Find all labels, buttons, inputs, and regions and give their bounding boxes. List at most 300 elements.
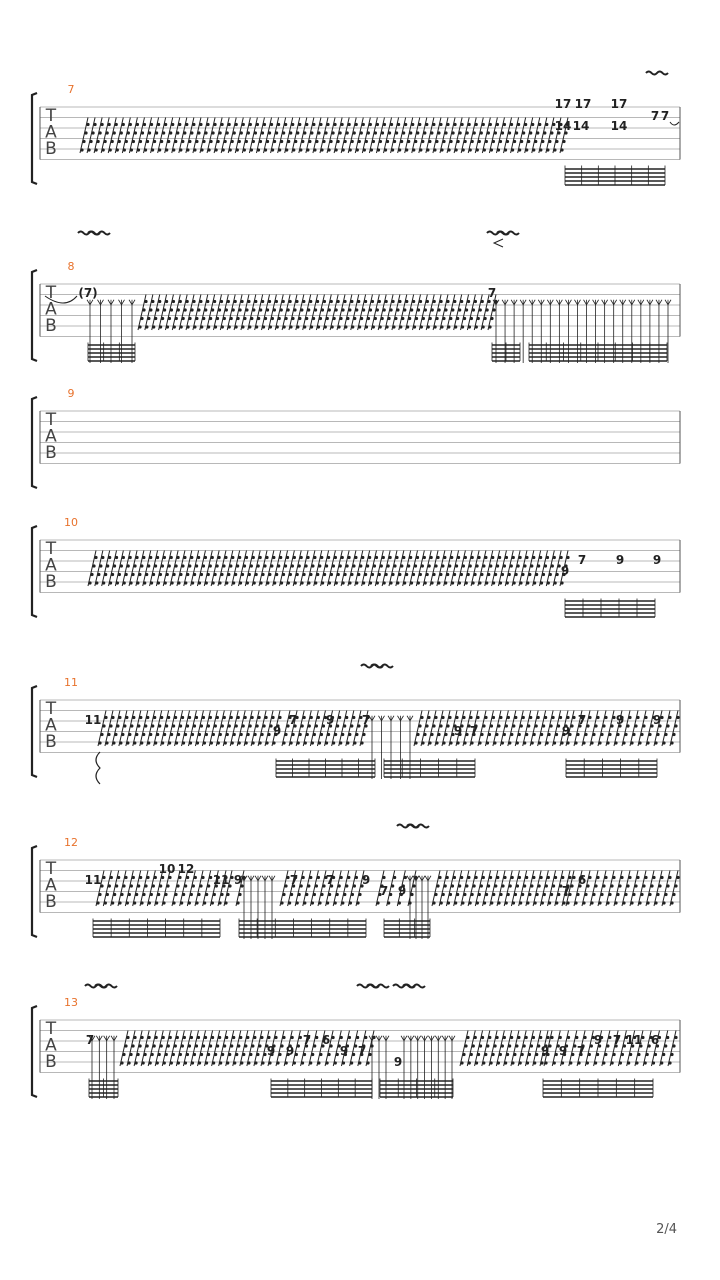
note-dot [251, 716, 254, 719]
note-slash [432, 871, 440, 907]
note-dot [104, 716, 107, 719]
note-dot [133, 741, 136, 744]
note-dot [144, 1053, 147, 1056]
note-dot [426, 573, 429, 576]
note-slash [125, 871, 133, 907]
tab-clef [45, 859, 57, 912]
note-dot [216, 1044, 219, 1047]
note-dot [478, 893, 481, 896]
note-slash [590, 871, 598, 907]
note-dot [483, 901, 486, 904]
note-dot [346, 741, 349, 744]
note-dot [635, 1061, 638, 1064]
note-dot [131, 573, 134, 576]
note-dot [346, 564, 349, 567]
note-dot [240, 131, 243, 134]
note-slash [482, 118, 490, 154]
note-dot [216, 564, 219, 567]
note-dot [288, 901, 291, 904]
note-dot [440, 148, 443, 151]
note-dot [644, 876, 647, 879]
note-dot [492, 140, 495, 143]
note-dot [499, 581, 502, 584]
note-dot [412, 300, 415, 303]
note-dot [205, 733, 208, 736]
note-dot [301, 724, 304, 727]
note-dot [507, 893, 510, 896]
note-dot [167, 140, 170, 143]
note-dot [423, 556, 426, 559]
note-dot [231, 556, 234, 559]
note-dot [271, 716, 274, 719]
note-dot [175, 741, 178, 744]
note-dot [442, 741, 445, 744]
note-dot [464, 140, 467, 143]
note-dot [449, 140, 452, 143]
note-dot [489, 876, 492, 879]
note-dot [366, 564, 369, 567]
note-slash [474, 295, 482, 331]
note-dot [487, 131, 490, 134]
note-dot [175, 317, 178, 320]
note-dot [289, 300, 292, 303]
note-dot [433, 325, 436, 328]
note-dot [553, 556, 556, 559]
note-dot [590, 1044, 593, 1047]
note-dot [448, 564, 451, 567]
note-slash [475, 1031, 483, 1067]
note-dot [259, 581, 262, 584]
note-dot [497, 148, 500, 151]
note-dot [506, 581, 509, 584]
note-dot [128, 733, 131, 736]
note-dot [296, 325, 299, 328]
note-dot [525, 148, 528, 151]
note-slash [172, 295, 180, 331]
note-slash [249, 118, 257, 154]
note-dot [441, 716, 444, 719]
note-dot [444, 884, 447, 887]
note-dot [662, 901, 665, 904]
note-dot [125, 716, 128, 719]
note-dot [139, 716, 142, 719]
note-dot [493, 1044, 496, 1047]
note-slash [152, 295, 160, 331]
note-dot [504, 148, 507, 151]
note-dot [268, 131, 271, 134]
note-dot [327, 1053, 330, 1056]
note-dot [198, 1061, 201, 1064]
note-dot [195, 716, 198, 719]
note-slash [485, 711, 493, 747]
note-dot [269, 325, 272, 328]
note-dot [120, 564, 123, 567]
note-dot [463, 893, 466, 896]
fret-number: 9 [361, 873, 371, 887]
note-slash [296, 295, 304, 331]
note-dot [377, 148, 380, 151]
note-dot [577, 1061, 580, 1064]
note-dot [320, 733, 323, 736]
note-dot [233, 1061, 236, 1064]
note-dot [482, 1061, 485, 1064]
note-dot [216, 716, 219, 719]
note-dot [300, 884, 303, 887]
note-dot [188, 1044, 191, 1047]
note-dot [476, 901, 479, 904]
note-dot [462, 716, 465, 719]
note-dot [417, 581, 420, 584]
note-dot [461, 123, 464, 126]
note-slash [195, 711, 203, 747]
note-dot [483, 148, 486, 151]
note-dot [252, 140, 255, 143]
note-dot [431, 308, 434, 311]
note-dot [252, 308, 255, 311]
fret-number: 17 [574, 97, 592, 111]
note-dot [574, 741, 577, 744]
note-dot [315, 724, 318, 727]
note-dot [303, 131, 306, 134]
note-dot [309, 573, 312, 576]
note-dot [442, 140, 445, 143]
note-slash [307, 551, 315, 587]
note-dot [575, 1036, 578, 1039]
note-dot [465, 581, 468, 584]
note-dot [376, 123, 379, 126]
note-dot [510, 1036, 513, 1039]
note-slash [490, 871, 498, 907]
note-dot [238, 893, 241, 896]
note-dot [422, 317, 425, 320]
note-dot [344, 573, 347, 576]
note-dot [529, 716, 532, 719]
note-dot [379, 325, 382, 328]
note-dot [158, 148, 161, 151]
note-dot [312, 317, 315, 320]
note-dot [364, 1036, 367, 1039]
note-dot [86, 123, 89, 126]
note-dot [549, 724, 552, 727]
note-dot [205, 1061, 208, 1064]
note-slash [234, 295, 242, 331]
note-dot [388, 131, 391, 134]
note-dot [143, 581, 146, 584]
note-dot [467, 573, 470, 576]
note-slash [606, 711, 614, 747]
note-slash [223, 711, 231, 747]
note-slash [143, 551, 151, 587]
note-dot [254, 300, 257, 303]
note-dot [303, 1053, 306, 1056]
note-dot [256, 123, 259, 126]
note-slash [230, 711, 238, 747]
note-dot [188, 140, 191, 143]
note-dot [354, 556, 357, 559]
note-dot [182, 317, 185, 320]
note-dot [521, 893, 524, 896]
note-dot [534, 901, 537, 904]
note-dot [163, 308, 166, 311]
note-dot [333, 317, 336, 320]
note-dot [219, 733, 222, 736]
note-dot [186, 300, 189, 303]
note-dot [387, 901, 390, 904]
note-dot [301, 1061, 304, 1064]
note-dot [202, 1044, 205, 1047]
note-dot [460, 300, 463, 303]
note-dot [163, 1061, 166, 1064]
note-slash [155, 1031, 163, 1067]
note-dot [551, 716, 554, 719]
note-dot [381, 131, 384, 134]
note-dot [304, 741, 307, 744]
note-dot [261, 573, 264, 576]
note-dot [218, 1036, 221, 1039]
note-dot [571, 1053, 574, 1056]
note-dot [372, 140, 375, 143]
note-dot [256, 724, 259, 727]
note-dot [491, 556, 494, 559]
note-dot [576, 893, 579, 896]
note-dot [407, 564, 410, 567]
note-dot [355, 308, 358, 311]
note-dot [475, 564, 478, 567]
note-dot [127, 1061, 130, 1064]
clef-letter-t: T [45, 699, 57, 719]
note-slash [366, 1031, 374, 1067]
note-dot [425, 123, 428, 126]
note-dot [358, 1061, 361, 1064]
note-dot [177, 308, 180, 311]
note-slash [408, 871, 416, 907]
note-dot [209, 317, 212, 320]
note-dot [177, 733, 180, 736]
note-dot [439, 123, 442, 126]
note-dot [543, 131, 546, 134]
note-slash [355, 551, 363, 587]
note-dot [458, 581, 461, 584]
note-dot [122, 556, 125, 559]
note-dot [627, 1061, 630, 1064]
note-dot [280, 581, 283, 584]
note-dot [612, 876, 615, 879]
note-dot [428, 140, 431, 143]
note-dot [323, 573, 326, 576]
clef-letter-t: T [45, 410, 57, 430]
note-dot [184, 308, 187, 311]
note-dot [326, 901, 329, 904]
note-dot [556, 573, 559, 576]
note-dot [424, 581, 427, 584]
note-dot [102, 724, 105, 727]
note-dot [134, 1061, 137, 1064]
note-dot [359, 564, 362, 567]
note-slash [245, 551, 253, 587]
note-slash [660, 1031, 668, 1067]
note-slash [148, 1031, 156, 1067]
note-dot [604, 1053, 607, 1056]
note-dot [272, 556, 275, 559]
note-dot [608, 1036, 611, 1039]
note-dot [308, 140, 311, 143]
note-dot [419, 573, 422, 576]
note-slash [127, 1031, 135, 1067]
note-dot [303, 901, 306, 904]
note-dot [159, 884, 162, 887]
note-dot [193, 724, 196, 727]
note-dot [152, 884, 155, 887]
note-dot [217, 140, 220, 143]
note-dot [536, 893, 539, 896]
note-dot [608, 733, 611, 736]
note-dot [133, 901, 136, 904]
note-dot [159, 573, 162, 576]
note-dot [294, 140, 297, 143]
note-dot [406, 325, 409, 328]
note-dot [135, 733, 138, 736]
note-dot [492, 308, 495, 311]
note-dot [221, 123, 224, 126]
note-slash [235, 118, 243, 154]
measure-number: 7 [67, 83, 75, 96]
note-slash [423, 551, 431, 587]
note-slash [525, 1031, 533, 1067]
note-slash [286, 551, 294, 587]
clef-letter-a: A [45, 1035, 57, 1056]
note-dot [296, 131, 299, 134]
system-bracket [32, 686, 37, 777]
note-slash [317, 711, 325, 747]
note-dot [238, 140, 241, 143]
note-dot [460, 1061, 463, 1064]
note-dot [152, 325, 155, 328]
note-dot [156, 556, 159, 559]
note-dot [313, 1044, 316, 1047]
note-dot [355, 733, 358, 736]
note-dot [532, 876, 535, 879]
note-dot [676, 716, 679, 719]
note-dot [458, 308, 461, 311]
note-dot [604, 716, 607, 719]
note-dot [214, 1053, 217, 1056]
note-dot [144, 148, 147, 151]
note-dot [118, 140, 121, 143]
note-dot [165, 148, 168, 151]
note-dot [195, 901, 198, 904]
note-dot [471, 581, 474, 584]
note-dot [303, 716, 306, 719]
note-dot [284, 123, 287, 126]
tab-clef [45, 1019, 57, 1072]
note-dot [400, 564, 403, 567]
note-slash [136, 118, 144, 154]
note-dot [533, 733, 536, 736]
note-dot [477, 1053, 480, 1056]
note-dot [101, 123, 104, 126]
note-dot [353, 317, 356, 320]
note-dot [149, 733, 152, 736]
note-dot [479, 308, 482, 311]
note-dot [462, 1053, 465, 1056]
note-dot [146, 140, 149, 143]
vibrato-mark [367, 985, 389, 988]
note-dot [197, 1036, 200, 1039]
note-dot [670, 741, 673, 744]
note-slash [399, 295, 407, 331]
note-dot [233, 733, 236, 736]
note-dot [280, 901, 283, 904]
note-dot [409, 131, 412, 134]
note-dot [284, 733, 287, 736]
note-slash [333, 871, 341, 907]
note-dot [113, 893, 116, 896]
note-dot [451, 308, 454, 311]
note-dot [190, 893, 193, 896]
note-dot [90, 573, 93, 576]
note-dot [594, 1061, 597, 1064]
note-dot [634, 724, 637, 727]
note-dot [225, 1036, 228, 1039]
note-slash [341, 871, 349, 907]
note-dot [621, 1053, 624, 1056]
note-dot [140, 901, 143, 904]
note-slash [244, 711, 252, 747]
note-slash [316, 295, 324, 331]
note-dot [497, 901, 500, 904]
note-dot [138, 325, 141, 328]
note-dot [253, 1036, 256, 1039]
note-slash [183, 1031, 191, 1067]
note-dot [329, 140, 332, 143]
note-dot [356, 1036, 359, 1039]
note-dot [306, 148, 309, 151]
note-dot [501, 1044, 504, 1047]
note-slash [364, 295, 372, 331]
note-slash [200, 118, 208, 154]
fret-number: 14 [554, 119, 572, 133]
note-dot [476, 716, 479, 719]
note-dot [432, 573, 435, 576]
note-slash [606, 871, 614, 907]
note-slash [276, 1031, 284, 1067]
note-dot [511, 148, 514, 151]
note-dot [335, 308, 338, 311]
note-dot [364, 573, 367, 576]
note-dot [287, 581, 290, 584]
note-slash [179, 295, 187, 331]
note-dot [346, 317, 349, 320]
note-dot [111, 140, 114, 143]
note-dot [146, 876, 149, 879]
note-dot [264, 317, 267, 320]
note-slash [195, 871, 203, 907]
note-dot [492, 716, 495, 719]
note-dot [278, 1053, 281, 1056]
vibrato-mark [371, 665, 393, 668]
note-dot [186, 148, 189, 151]
note-dot [234, 573, 237, 576]
note-dot [286, 556, 289, 559]
beam-group [384, 919, 430, 938]
note-dot [174, 716, 177, 719]
note-dot [473, 884, 476, 887]
note-slash [376, 118, 384, 154]
note-dot [428, 741, 431, 744]
note-dot [270, 123, 273, 126]
note-dot [128, 893, 131, 896]
fret-number: 7 [650, 109, 660, 123]
